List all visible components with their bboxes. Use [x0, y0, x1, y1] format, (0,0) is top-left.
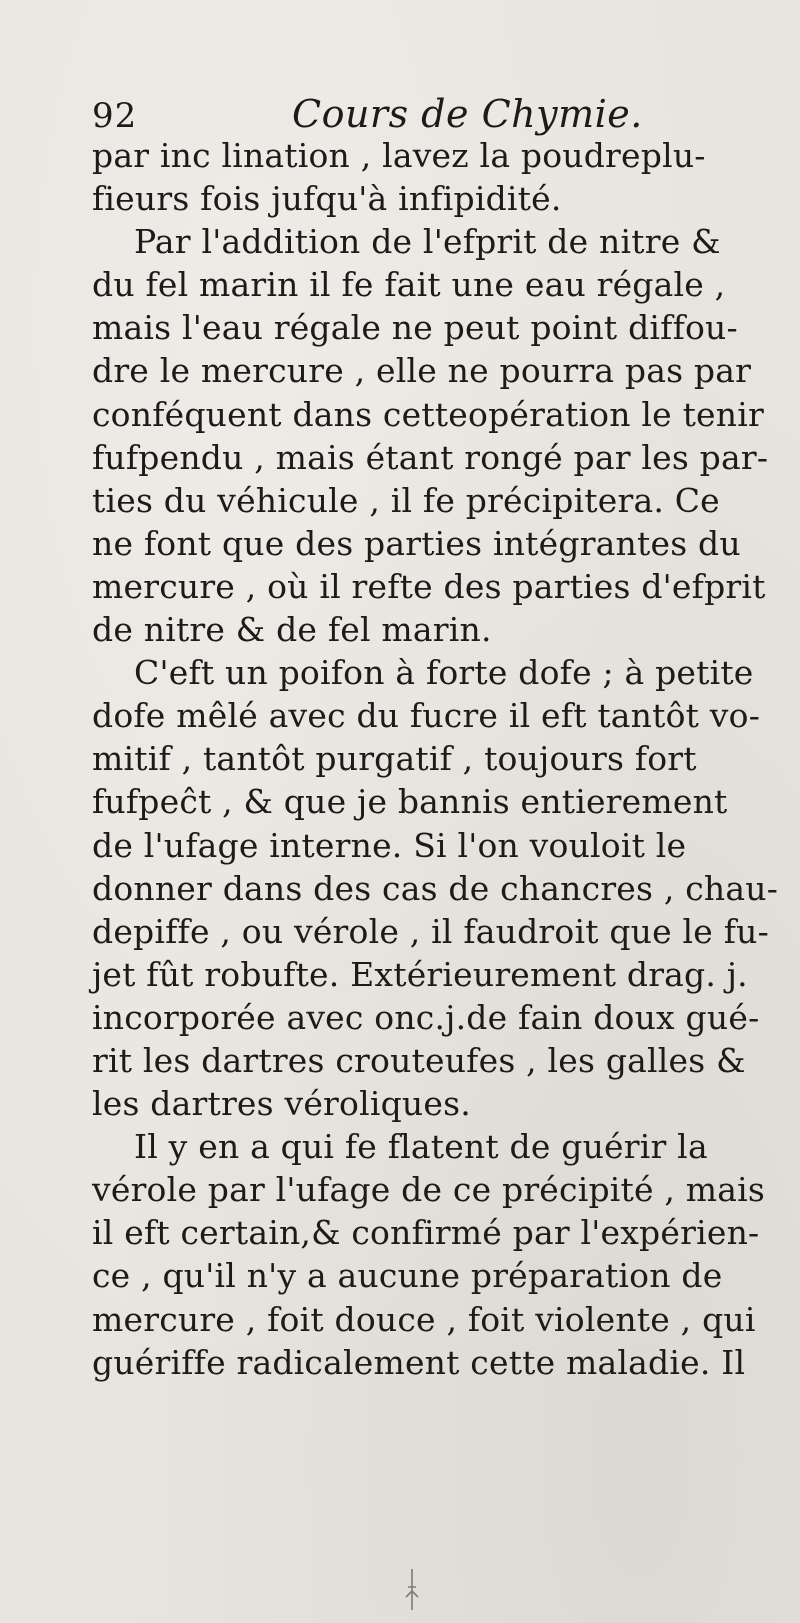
text-line: fieurs fois jufqu'à infipidité.: [92, 179, 562, 219]
text-line: mercure , foit douce , foit violente , qui: [92, 1299, 756, 1339]
text-line: du fel marin il fe fait une eau régale ,: [92, 265, 726, 305]
text-line: de l'ufage interne. Si l'on vouloit le: [92, 825, 687, 865]
printer-mark-icon: [402, 1567, 422, 1612]
text-line: mitif , tantôt purgatif , toujours fort: [92, 739, 697, 779]
text-line: il eft certain,& confirmé par l'expérien-: [92, 1213, 760, 1253]
text-line: incorporée avec onc.j.de fain doux gué-: [92, 997, 760, 1037]
text-line: de nitre & de fel marin.: [92, 610, 492, 650]
text-line: mais l'eau régale ne peut point diffou-: [92, 308, 738, 348]
text-line: fufpendu , mais étant rongé par les par-: [92, 437, 769, 477]
text-line: fufpeĉt , & que je bannis entierement: [92, 782, 728, 822]
text-line: conféquent dans cetteopération le tenir: [92, 394, 764, 434]
text-line: dofe mêlé avec du fucre il eft tantôt vo-: [92, 696, 761, 736]
text-line: guériffe radicalement cette maladie. Il: [92, 1342, 746, 1382]
text-line: dre le mercure , elle ne pourra pas par: [92, 351, 752, 391]
paragraph-start-line: C'eft un poifon à forte dofe ; à petite: [134, 653, 754, 693]
text-line: mercure , où il refte des parties d'efprit: [92, 566, 766, 606]
paragraph-start-line: Par l'addition de l'efprit de nitre &: [134, 222, 721, 262]
text-line: rit les dartres crouteufes , les galles &: [92, 1040, 746, 1080]
text-line: ne font que des parties intégrantes du: [92, 523, 741, 563]
page-number: 92: [92, 96, 138, 136]
text-line: vérole par l'ufage de ce précipité , mais: [92, 1170, 766, 1210]
text-line: depiffe , ou vérole , il faudroit que le fu-: [92, 911, 769, 951]
text-line: les dartres véroliques.: [92, 1084, 471, 1124]
text-line: ce , qu'il n'y a aucune préparation de: [92, 1256, 723, 1296]
text-line: donner dans des cas de chancres , chau-: [92, 868, 779, 908]
running-title: Cours de Chymie.: [292, 92, 643, 136]
text-line: par inc lination , lavez la poudreplu-: [92, 136, 706, 175]
text-line: ties du véhicule , il fe précipitera. Ce: [92, 480, 720, 520]
text-line: jet fût robufte. Extérieurement drag. j.: [92, 954, 748, 994]
body-text: [92, 134, 779, 1384]
paragraph-start-line: Il y en a qui fe flatent de guérir la: [134, 1127, 708, 1167]
